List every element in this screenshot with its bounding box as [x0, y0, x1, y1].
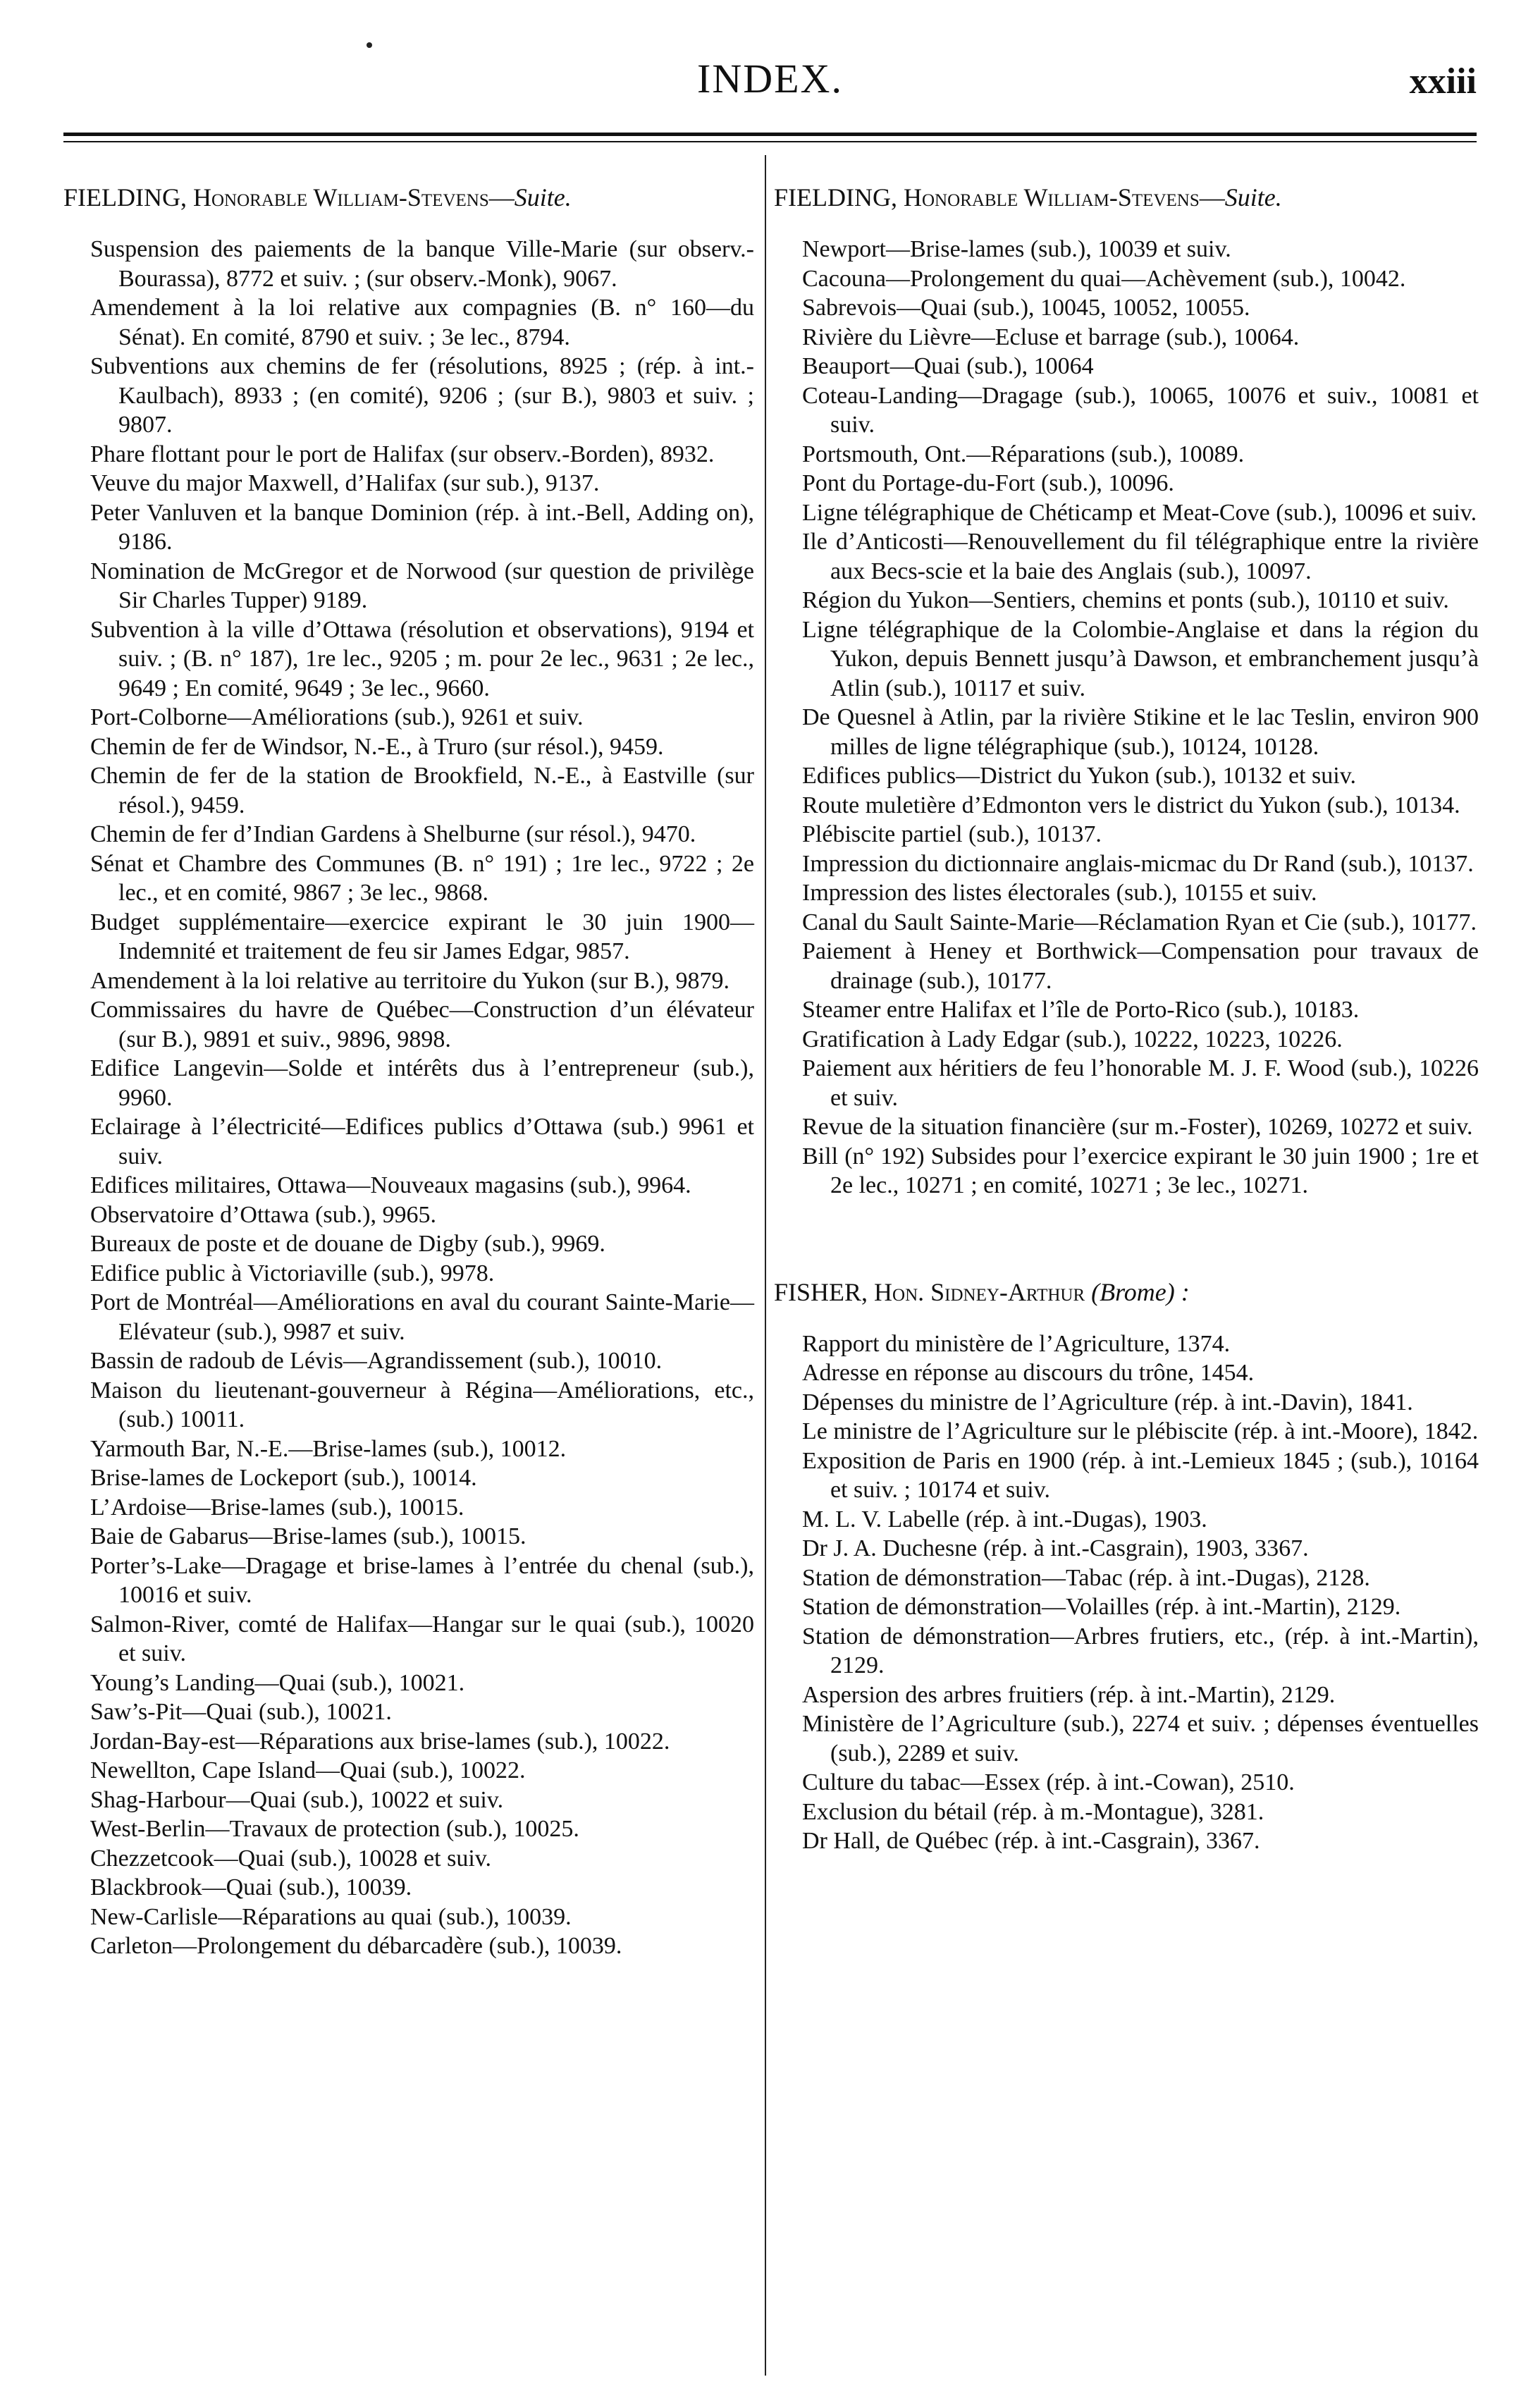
index-entry: Maison du lieutenant-gouverneur à Régina—Améliorations, etc., (sub.) 10011.: [90, 1377, 754, 1432]
index-entry: Amendement à la loi relative aux compagnies (B. n° 160—du Sénat). En comité, 8790 et suiv. ; 3e lec., 8794.: [90, 295, 754, 350]
index-entry: Le ministre de l’Agriculture sur le plébiscite (rép. à int.-Moore), 1842.: [802, 1418, 1479, 1444]
index-entry: Impression des listes électorales (sub.), 10155 et suiv.: [802, 880, 1317, 906]
index-entry: Brise-lames de Lockeport (sub.), 10014.: [90, 1465, 477, 1491]
index-entry: Beauport—Quai (sub.), 10064: [802, 353, 1094, 379]
index-entry: Station de démonstration—Volailles (rép. à int.-Martin), 2129.: [802, 1594, 1401, 1620]
index-entry: Carleton—Prolongement du débarcadère (sub.), 10039.: [90, 1933, 622, 1959]
index-entry: Exclusion du bétail (rép. à m.-Montague), 3281.: [802, 1798, 1264, 1825]
index-entry: New-Carlisle—Réparations au quai (sub.), 10039.: [90, 1903, 572, 1930]
index-entry: West-Berlin—Travaux de protection (sub.), 10025.: [90, 1816, 579, 1842]
index-entry: Baie de Gabarus—Brise-lames (sub.), 10015.: [90, 1523, 527, 1549]
header-rule-thin: [63, 141, 1477, 142]
index-entry: Steamer entre Halifax et l’île de Porto-Rico (sub.), 10183.: [802, 997, 1360, 1023]
index-entry: Pont du Portage-du-Fort (sub.), 10096.: [802, 470, 1174, 496]
column-divider: [765, 155, 766, 2376]
index-entry: Adresse en réponse au discours du trône, 1454.: [802, 1360, 1255, 1386]
index-entry: Subvention à la ville d’Ottawa (résolution et observations), 9194 et suiv. ; (B. n° 187), 1re lec., 9205 ; m. pour 2e lec., 9631 ; 2e lec., 9649 ; En comité, 9649 ; 3e lec., 9660.: [90, 616, 754, 701]
index-entry: Dr J. A. Duchesne (rép. à int.-Casgrain), 1903, 3367.: [802, 1535, 1309, 1561]
index-entry: Newellton, Cape Island—Quai (sub.), 10022.: [90, 1757, 526, 1783]
index-entry: Subventions aux chemins de fer (résolutions, 8925 ; (rép. à int.-Kaulbach), 8933 ; (en comité), 9206 ; (sur B.), 9803 et suiv. ; 9807.: [90, 353, 754, 438]
heading-full-name: Hon. Sidney-Arthur: [874, 1277, 1085, 1306]
index-entry: Suspension des paiements de la banque Ville-Marie (sur observ.-Bourassa), 8772 et suiv. ; (sur observ.-Monk), 9067.: [90, 236, 754, 292]
index-entry: Paiement à Heney et Borthwick—Compensation pour travaux de drainage (sub.), 10177.: [802, 938, 1479, 994]
index-entry: Amendement à la loi relative au territoire du Yukon (sur B.), 9879.: [90, 967, 730, 994]
index-entry: Jordan-Bay-est—Réparations aux brise-lames (sub.), 10022.: [90, 1728, 670, 1755]
index-entry: Yarmouth Bar, N.-E.—Brise-lames (sub.), 10012.: [90, 1435, 567, 1462]
index-entry: Port-Colborne—Améliorations (sub.), 9261 et suiv.: [90, 704, 584, 730]
index-entry: Plébiscite partiel (sub.), 10137.: [802, 821, 1102, 847]
index-entry: Porter’s-Lake—Dragage et brise-lames à l’entrée du chenal (sub.), 10016 et suiv.: [90, 1552, 754, 1608]
index-entry: Exposition de Paris en 1900 (rép. à int.-Lemieux 1845 ; (sub.), 10164 et suiv. ; 10174 et suiv.: [802, 1447, 1479, 1503]
heading-full-name: Honorable William-Stevens—: [903, 183, 1225, 211]
index-entry: Edifices militaires, Ottawa—Nouveaux magasins (sub.), 9964.: [90, 1172, 691, 1198]
index-entry: Chezzetcook—Quai (sub.), 10028 et suiv.: [90, 1845, 492, 1872]
index-entry: Sénat et Chambre des Communes (B. n° 191) ; 1re lec., 9722 ; 2e lec., et en comité, 9867 ; 3e lec., 9868.: [90, 850, 754, 906]
page-number: xxiii: [1409, 61, 1477, 102]
index-entry: Chemin de fer d’Indian Gardens à Shelburne (sur résol.), 9470.: [90, 821, 696, 847]
index-entry: Culture du tabac—Essex (rép. à int.-Cowan), 2510.: [802, 1769, 1295, 1795]
fisher-heading: [774, 1274, 1479, 1310]
index-entry: Gratification à Lady Edgar (sub.), 10222, 10223, 10226.: [802, 1026, 1343, 1052]
print-speck: [367, 42, 372, 48]
index-entry: Ile d’Anticosti—Renouvellement du fil télégraphique entre la rivière aux Becs-scie et la baie des Anglais (sub.), 10097.: [802, 529, 1479, 584]
index-entry: Ligne télégraphique de Chéticamp et Meat-Cove (sub.), 10096 et suiv.: [802, 499, 1477, 526]
section-gap: [774, 1200, 1479, 1274]
index-entry: Bill (n° 192) Subsides pour l’exercice expirant le 30 juin 1900 ; 1re et 2e lec., 10271 ; en comité, 10271 ; 3e lec., 10271.: [802, 1143, 1479, 1198]
index-entry: Observatoire d’Ottawa (sub.), 9965.: [90, 1201, 436, 1228]
heading-surname: FISHER,: [774, 1277, 868, 1306]
index-entry: Commissaires du havre de Québec—Construction d’un élévateur (sur B.), 9891 et suiv., 9896, 9898.: [90, 997, 754, 1052]
index-entry: De Quesnel à Atlin, par la rivière Stikine et le lac Teslin, environ 900 milles de ligne télégraphique (sub.), 10124, 10128.: [802, 704, 1479, 760]
index-entry: Impression du dictionnaire anglais-micmac du Dr Rand (sub.), 10137.: [802, 850, 1474, 877]
index-entry: Young’s Landing—Quai (sub.), 10021.: [90, 1669, 465, 1696]
index-entry: Port de Montréal—Améliorations en aval du courant Sainte-Marie—Elévateur (sub.), 9987 et suiv.: [90, 1289, 754, 1345]
header-rule-thick: [63, 133, 1477, 136]
index-entry: Budget supplémentaire—exercice expirant le 30 juin 1900—Indemnité et traitement de feu sir James Edgar, 9857.: [90, 909, 754, 964]
left-column-heading: [63, 180, 754, 215]
index-entry: Station de démonstration—Arbres frutiers, etc., (rép. à int.-Martin), 2129.: [802, 1623, 1479, 1678]
index-entry: Aspersion des arbres fruitiers (rép. à int.-Martin), 2129.: [802, 1681, 1336, 1708]
index-entry: Eclairage à l’électricité—Edifices publics d’Ottawa (sub.) 9961 et suiv.: [90, 1114, 754, 1169]
index-entry: Veuve du major Maxwell, d’Halifax (sur sub.), 9137.: [90, 470, 600, 496]
heading-surname: FIELDING,: [774, 183, 897, 211]
right-entry-list: [774, 235, 1479, 1200]
index-entry: Cacouna—Prolongement du quai—Achèvement (sub.), 10042.: [802, 265, 1406, 292]
index-entry: Ligne télégraphique de la Colombie-Anglaise et dans la région du Yukon, depuis Bennett jusqu’à Dawson, et embranchement jusqu’à Atlin (sub.), 10117 et suiv.: [802, 616, 1479, 701]
index-entry: Ministère de l’Agriculture (sub.), 2274 et suiv. ; dépenses éventuelles (sub.), 2289 et suiv.: [802, 1711, 1479, 1767]
index-entry: Bassin de radoub de Lévis—Agrandissement (sub.), 10010.: [90, 1348, 663, 1374]
left-column: [63, 180, 754, 1961]
index-entry: Région du Yukon—Sentiers, chemins et ponts (sub.), 10110 et suiv.: [802, 587, 1449, 613]
index-entry: Rivière du Lièvre—Ecluse et barrage (sub.), 10064.: [802, 324, 1300, 350]
index-entry: Edifices publics—District du Yukon (sub.), 10132 et suiv.: [802, 763, 1357, 789]
index-entry: Edifice public à Victoriaville (sub.), 9978.: [90, 1260, 495, 1286]
index-entry: Peter Vanluven et la banque Dominion (rép. à int.-Bell, Adding on), 9186.: [90, 499, 754, 555]
index-entry: Station de démonstration—Tabac (rép. à int.-Dugas), 2128.: [802, 1564, 1370, 1591]
index-entry: Chemin de fer de la station de Brookfield, N.-E., à Eastville (sur résol.), 9459.: [90, 763, 754, 818]
index-entry: Revue de la situation financière (sur m.-Foster), 10269, 10272 et suiv.: [802, 1114, 1473, 1140]
right-column: [774, 180, 1479, 1856]
index-entry: Chemin de fer de Windsor, N.-E., à Truro (sur résol.), 9459.: [90, 733, 664, 760]
index-entry: Portsmouth, Ont.—Réparations (sub.), 10089.: [802, 441, 1245, 467]
index-entry: Bureaux de poste et de douane de Digby (sub.), 9969.: [90, 1231, 605, 1257]
left-entry-list: [63, 235, 754, 1961]
index-entry: Paiement aux héritiers de feu l’honorable M. J. F. Wood (sub.), 10226 et suiv.: [802, 1055, 1479, 1111]
index-entry: Edifice Langevin—Solde et intérêts dus à l’entrepreneur (sub.), 9960.: [90, 1055, 754, 1111]
page-header: [63, 55, 1477, 111]
index-entry: L’Ardoise—Brise-lames (sub.), 10015.: [90, 1494, 464, 1521]
index-entry: Blackbrook—Quai (sub.), 10039.: [90, 1874, 412, 1900]
index-entry: Route muletière d’Edmonton vers le district du Yukon (sub.), 10134.: [802, 792, 1460, 818]
index-entry: Rapport du ministère de l’Agriculture, 1374.: [802, 1330, 1231, 1357]
heading-constituency: (Brome) :: [1091, 1277, 1190, 1306]
index-entry: Canal du Sault Sainte-Marie—Réclamation Ryan et Cie (sub.), 10177.: [802, 909, 1477, 935]
index-entry: Saw’s-Pit—Quai (sub.), 10021.: [90, 1699, 392, 1725]
index-entry: Shag-Harbour—Quai (sub.), 10022 et suiv.: [90, 1786, 504, 1813]
index-entry: Nomination de McGregor et de Norwood (sur question de privilège Sir Charles Tupper) 9189.: [90, 558, 754, 613]
heading-full-name: Honorable William-Stevens—: [192, 183, 515, 211]
right-column-heading: [774, 180, 1479, 215]
index-entry: Salmon-River, comté de Halifax—Hangar sur le quai (sub.), 10020 et suiv.: [90, 1611, 754, 1666]
index-entry: M. L. V. Labelle (rép. à int.-Dugas), 1903.: [802, 1506, 1207, 1532]
index-entry: Sabrevois—Quai (sub.), 10045, 10052, 10055.: [802, 295, 1250, 321]
heading-suffix: Suite.: [1224, 183, 1282, 211]
index-entry: Dr Hall, de Québec (rép. à int.-Casgrain), 3367.: [802, 1828, 1260, 1854]
index-entry: Dépenses du ministre de l’Agriculture (rép. à int.-Davin), 1841.: [802, 1389, 1413, 1415]
index-entry: Newport—Brise-lames (sub.), 10039 et suiv.: [802, 236, 1231, 262]
fisher-entry-list: [774, 1329, 1479, 1856]
index-entry: Coteau-Landing—Dragage (sub.), 10065, 10076 et suiv., 10081 et suiv.: [802, 382, 1479, 438]
heading-surname: FIELDING,: [63, 183, 187, 211]
heading-suffix: Suite.: [514, 183, 572, 211]
index-entry: Phare flottant pour le port de Halifax (sur observ.-Borden), 8932.: [90, 441, 715, 467]
page-title: INDEX.: [697, 56, 843, 102]
